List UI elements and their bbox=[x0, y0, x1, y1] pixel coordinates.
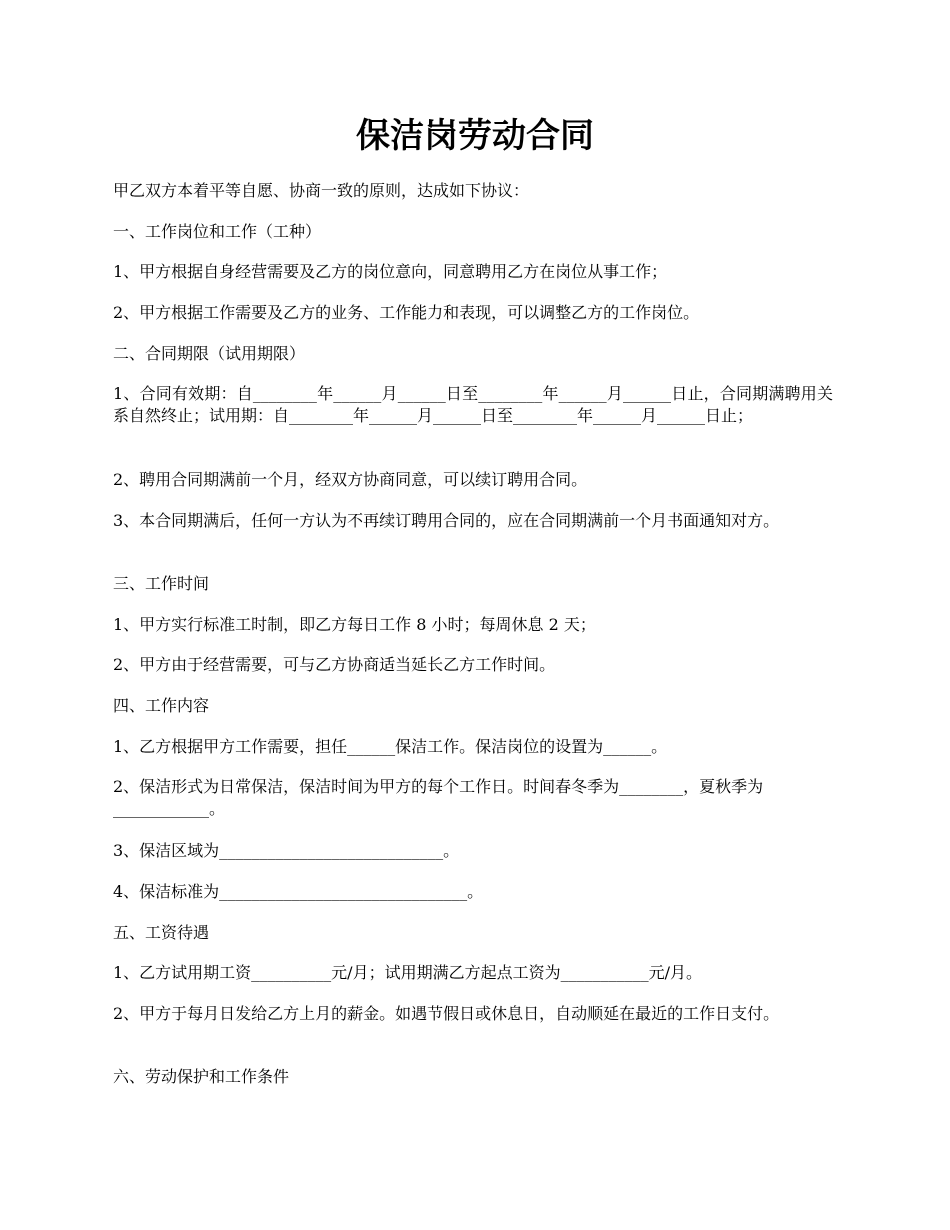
preamble: 甲乙双方本着平等自愿、协商一致的原则，达成如下协议： bbox=[113, 181, 530, 200]
clause: 4、保洁标准为_______________________________。 bbox=[113, 882, 484, 901]
clause: 1、甲方根据自身经营需要及乙方的岗位意向，同意聘用乙方在岗位从事工作； bbox=[113, 262, 668, 281]
clause: 2、甲方于每月日发给乙方上月的薪金。如遇节假日或休息日，自动顺延在最近的工作日支付。 bbox=[113, 1004, 780, 1023]
clause: 1、合同有效期：自________年______月______日至________年______月______日止，合同期满聘用关系自然终止；试用期：自________年______月______日至________年______月______日止； bbox=[113, 384, 833, 425]
section-heading: 四、工作内容 bbox=[113, 696, 210, 715]
section-heading: 二、合同期限（试用期限） bbox=[113, 344, 306, 363]
section-heading: 一、工作岗位和工作（工种） bbox=[113, 222, 322, 241]
document-title: 保洁岗劳动合同 bbox=[356, 116, 594, 156]
clause: 3、保洁区域为____________________________。 bbox=[113, 841, 460, 860]
section-heading: 五、工资待遇 bbox=[113, 923, 210, 942]
clause: 2、甲方由于经营需要，可与乙方协商适当延长乙方工作时间。 bbox=[113, 655, 556, 674]
clause: 1、乙方根据甲方工作需要，担任______保洁工作。保洁岗位的设置为______。 bbox=[113, 737, 668, 756]
clause: 1、乙方试用期工资__________元/月；试用期满乙方起点工资为___________元/月。 bbox=[113, 963, 702, 982]
clause: 2、保洁形式为日常保洁，保洁时间为甲方的每个工作日。时间春冬季为________，夏秋季为____________。 bbox=[113, 777, 764, 818]
section-heading: 三、工作时间 bbox=[113, 574, 210, 593]
section-heading: 六、劳动保护和工作条件 bbox=[113, 1067, 290, 1086]
clause: 3、本合同期满后，任何一方认为不再续订聘用合同的，应在合同期满前一个月书面通知对方。 bbox=[113, 511, 780, 530]
clause: 1、甲方实行标准工时制，即乙方每日工作 8 小时；每周休息 2 天； bbox=[113, 615, 596, 634]
clause: 2、聘用合同期满前一个月，经双方协商同意，可以续订聘用合同。 bbox=[113, 470, 588, 489]
clause: 2、甲方根据工作需要及乙方的业务、工作能力和表现，可以调整乙方的工作岗位。 bbox=[113, 303, 700, 322]
